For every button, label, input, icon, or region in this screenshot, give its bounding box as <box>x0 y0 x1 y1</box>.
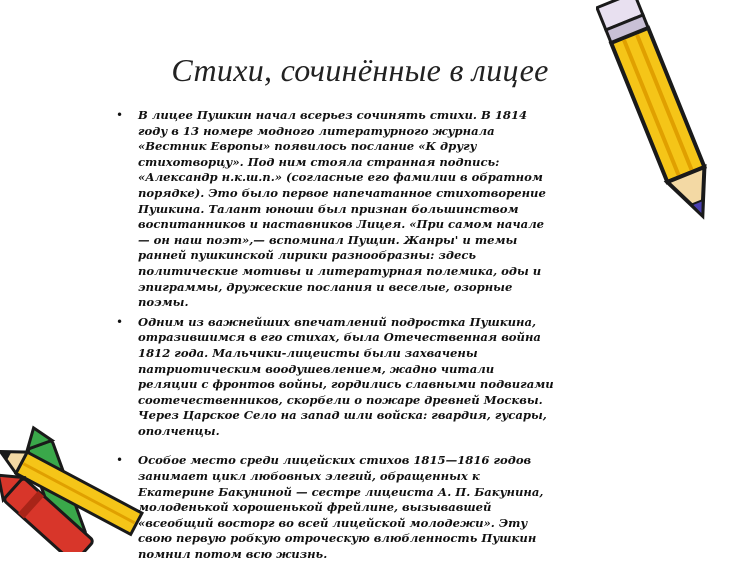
paragraph-lyceum-poems <box>116 108 556 311</box>
bullet: • <box>116 314 124 329</box>
pencil-icon <box>596 0 736 240</box>
bullet: • <box>116 108 124 122</box>
slide-title: Стихи, сочинённые в лицее <box>171 52 549 88</box>
bullet: • <box>116 453 124 468</box>
paragraph-love-elegies <box>116 453 556 562</box>
paragraph-text: Особое место среди лицейских стихов 1815—1816 годов занимает цикл любовных элегий, обращенных к Екатерине Бакуниной — сестре лицеиста А. П. Бакунина, молоденькой хорошенькой фрейлине, вызывавшей «всеобщий восторг во всей лицейской молодежи». Эту свою первую робкую отроческую влюбленность Пушкин помнил потом всю жизнь. <box>138 453 544 562</box>
paragraph-text: Одним из важнейших впечатлений подростка Пушкина, отразившимся в его стихах, была Отечественная война 1812 года. Мальчики-лицеисты были захвачены патриотическим воодушевлением, жадно читали реляции с фронтов войны, гордились славными подвигами соотечественников, скорбели о пожаре древней Москвы. Через Царское Село на запад шли войска: гвардия, гусары, ополченцы. <box>138 314 554 438</box>
slide-content <box>116 108 556 567</box>
paragraph-text: В лицее Пушкин начал всерьез сочинять стихи. В 1814 году в 13 номере модного литературного журнала «Вестник Европы» появилось послание «К другу стихотворцу». Под ним стояла странная подпись: «Александр н.к.ш.п.» (согласные его фамилии в обратном порядке). Это было первое напечатанное стихотворение Пушкина. Талант юноши был признан большинством воспитанников и наставников Лицея. «При самом начале — он наш поэт»,— вспоминал Пущин. Жанры' и темы ранней пушкинской лирики разнообразны: здесь политические мотивы и литературная полемика, оды и эпиграммы, дружеские послания и веселые, озорные поэмы. <box>138 108 546 310</box>
paragraph-war-1812 <box>116 315 556 440</box>
